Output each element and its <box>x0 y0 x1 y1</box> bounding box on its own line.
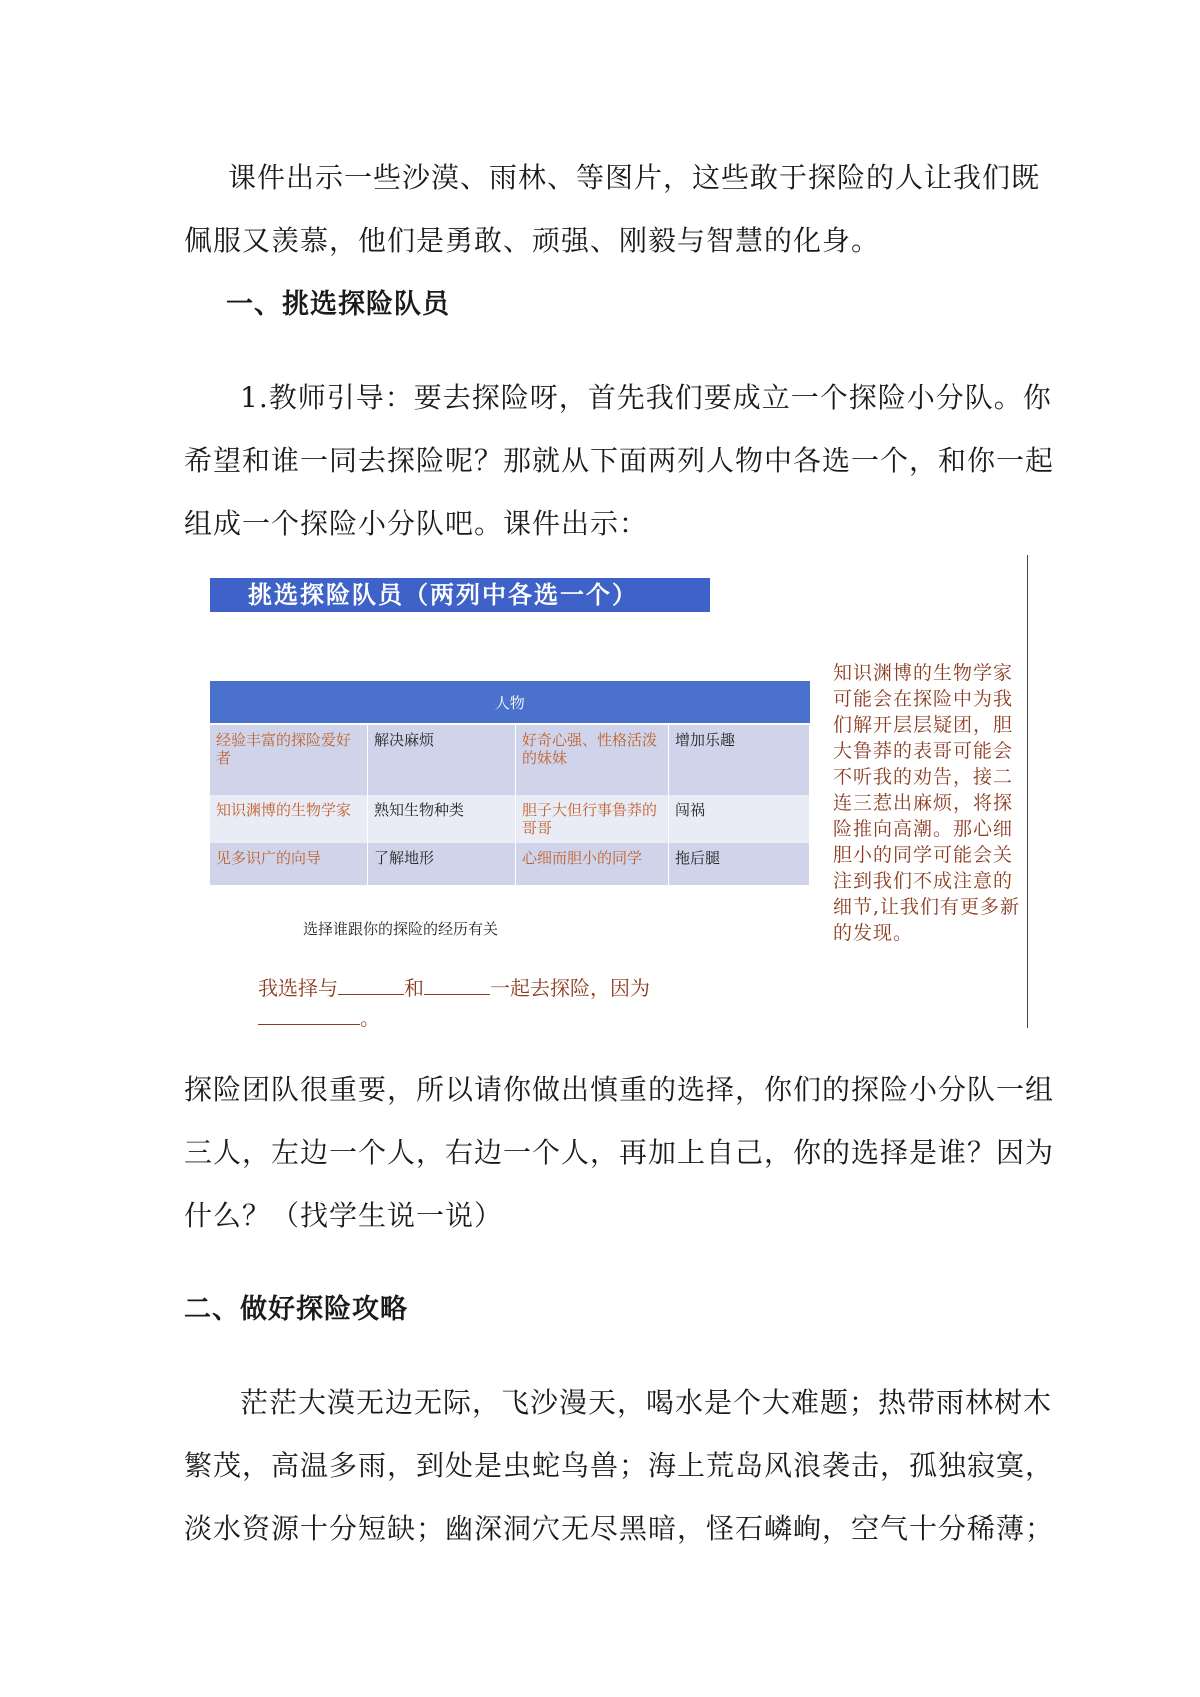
fill-blank <box>424 974 490 995</box>
table-cell: 经验丰富的探险爱好者 <box>210 724 368 795</box>
section-1-paragraph-line-3: 组成一个探险小分队吧。课件出示： <box>184 507 649 540</box>
section-2-line-2: 繁茂，高温多雨，到处是虫蛇鸟兽；海上荒岛风浪袭击，孤独寂寞， <box>184 1449 1055 1482</box>
table-cell: 好奇心强、性格活泼的妹妹 <box>516 724 669 795</box>
table-row <box>210 724 810 795</box>
table-cell: 了解地形 <box>368 843 516 885</box>
section-2-heading: 二、做好探险攻略 <box>184 1294 408 1325</box>
fill-blank <box>258 1004 360 1025</box>
table-cell: 解决麻烦 <box>368 724 516 795</box>
section-2-line-3: 淡水资源十分短缺；幽深洞穴无尽黑暗，怪石嶙峋，空气十分稀薄； <box>184 1512 1055 1545</box>
choose-text-1: 我选择与 <box>258 976 338 1000</box>
slide-caption: 选择谁跟你的探险的经历有关 <box>303 920 499 938</box>
table-cell: 知识渊博的生物学家 <box>210 795 368 843</box>
table-row <box>210 795 810 843</box>
table-cell: 增加乐趣 <box>669 724 810 795</box>
fill-blank <box>338 974 404 995</box>
table-cell: 熟知生物种类 <box>368 795 516 843</box>
divider <box>1027 555 1028 1028</box>
choose-text-2: 和 <box>404 976 424 1000</box>
table-cell: 心细而胆小的同学 <box>516 843 669 885</box>
side-note: 知识渊博的生物学家可能会在探险中为我们解开层层疑团，胆大鲁莽的表哥可能会不听我的劝告，接二连三惹出麻烦，将探险推向高潮。那心细胆小的同学可能会关注到我们不成注意的细节,让我们有更多新的发现。 <box>833 662 1021 944</box>
table-cell: 拖后腿 <box>669 843 810 885</box>
characters-table <box>210 681 810 885</box>
choose-text-3: 一起去探险，因为 <box>490 976 650 1000</box>
table-cell: 胆子大但行事鲁莽的哥哥 <box>516 795 669 843</box>
table-cell: 见多识广的向导 <box>210 843 368 885</box>
section-1-paragraph-line-2: 希望和谁一同去探险呢？那就从下面两列人物中各选一个，和你一起 <box>184 444 1055 477</box>
after-line-1: 探险团队很重要，所以请你做出慎重的选择，你们的探险小分队一组 <box>184 1073 1055 1106</box>
choose-end: 。 <box>360 1006 380 1030</box>
after-line-2: 三人，左边一个人，右边一个人，再加上自己，你的选择是谁？因为 <box>184 1136 1055 1169</box>
intro-line-2: 佩服又羡慕，他们是勇敢、顽强、刚毅与智慧的化身。 <box>184 224 881 257</box>
table-row <box>210 843 810 885</box>
choose-sentence <box>258 973 650 1033</box>
section-1-heading: 一、挑选探险队员 <box>226 289 450 320</box>
table-cell: 闯祸 <box>669 795 810 843</box>
slide-title: 挑选探险队员（两列中各选一个） <box>210 578 710 612</box>
section-1-paragraph-line-1: 1.教师引导：要去探险呀，首先我们要成立一个探险小分队。你 <box>240 381 1052 414</box>
after-line-3: 什么？（找学生说一说） <box>184 1199 504 1232</box>
section-2-line-1: 茫茫大漠无边无际，飞沙漫天，喝水是个大难题；热带雨林树木 <box>240 1386 1053 1419</box>
intro-line-1: 课件出示一些沙漠、雨林、等图片，这些敢于探险的人让我们既 <box>228 161 1041 194</box>
table-header: 人物 <box>210 681 810 724</box>
